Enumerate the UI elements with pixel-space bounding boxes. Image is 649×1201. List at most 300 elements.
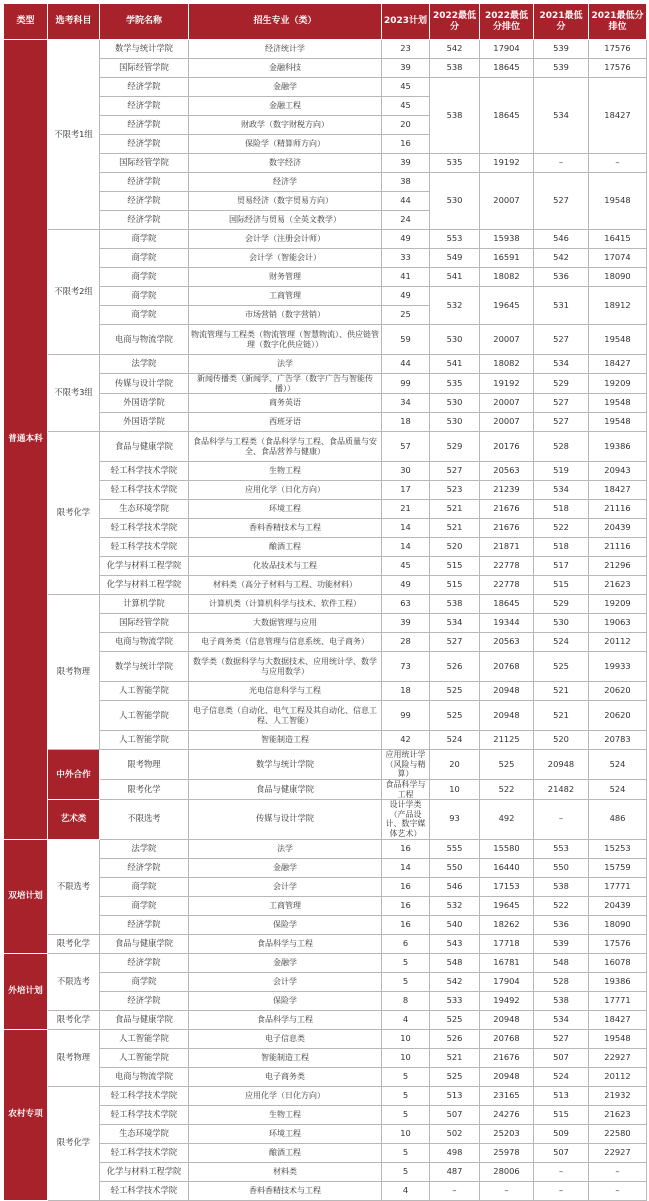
plan-cell: 59 xyxy=(382,325,430,355)
major-cell: 数学类（数据科学与大数据技术、应用统计学、数学与应用数学） xyxy=(189,652,382,682)
rank-2021-cell: 18427 xyxy=(589,481,647,500)
rank-2021-cell: 18912 xyxy=(589,287,647,325)
rank-2021-cell: 19548 xyxy=(589,394,647,413)
college-cell: 轻工科学技术学院 xyxy=(100,462,189,481)
major-cell: 智能制造工程 xyxy=(189,731,382,750)
major-cell: 财政学（数字财税方向） xyxy=(189,116,382,135)
score-2022-cell: 498 xyxy=(430,1143,480,1162)
rank-2022-cell: 20563 xyxy=(480,462,534,481)
major-cell: 电子商务类 xyxy=(189,1067,382,1086)
score-2021-cell: 527 xyxy=(534,1029,589,1048)
score-2021-cell: 538 xyxy=(534,877,589,896)
table-row xyxy=(4,576,647,595)
plan-cell: 5 xyxy=(382,1143,430,1162)
plan-cell: 10 xyxy=(382,1048,430,1067)
rank-2021-cell: 20439 xyxy=(589,519,647,538)
major-cell: 财务管理 xyxy=(189,268,382,287)
score-2021-cell: 521 xyxy=(534,701,589,731)
major-cell: 金融科技 xyxy=(189,59,382,78)
college-cell: 化学与材料工程学院 xyxy=(100,576,189,595)
college-cell: 人工智能学院 xyxy=(100,701,189,731)
rank-2022-cell: 21239 xyxy=(480,481,534,500)
college-cell: 数学与统计学院 xyxy=(100,40,189,59)
rank-2021-cell: 17771 xyxy=(589,877,647,896)
rank-2021-cell: 17576 xyxy=(589,59,647,78)
plan-cell: 4 xyxy=(382,1181,430,1200)
rank-2022-cell: 16781 xyxy=(480,953,534,972)
table-row xyxy=(4,1067,647,1086)
category-cell: 普通本科 xyxy=(4,40,48,840)
rank-2021-cell: 19548 xyxy=(589,413,647,432)
college-cell: 计算机学院 xyxy=(100,595,189,614)
table-row xyxy=(4,779,647,799)
plan-cell: 18 xyxy=(382,413,430,432)
score-2021-cell: 518 xyxy=(534,500,589,519)
college-cell: 外国语学院 xyxy=(100,394,189,413)
header-min-score-2022: 2022最低分 xyxy=(430,4,480,40)
plan-cell: 99 xyxy=(382,701,430,731)
score-2022-cell: 487 xyxy=(430,1162,480,1181)
plan-cell: 25 xyxy=(382,306,430,325)
header-min-rank-2021: 2021最低分排位 xyxy=(589,4,647,40)
score-2022-cell: 523 xyxy=(430,481,480,500)
score-2021-cell: 529 xyxy=(534,595,589,614)
plan-cell: 5 xyxy=(382,953,430,972)
score-2022-cell: 534 xyxy=(430,614,480,633)
score-2022-cell: 521 xyxy=(430,1048,480,1067)
college-cell: 经济学院 xyxy=(100,991,189,1010)
subject-group-cell: 不限选考 xyxy=(100,800,189,839)
college-cell: 商学院 xyxy=(100,972,189,991)
college-cell: 法学院 xyxy=(100,839,189,858)
score-2022-cell: 527 xyxy=(430,633,480,652)
plan-cell: 16 xyxy=(382,877,430,896)
subject-group-cell: 不限选考 xyxy=(48,953,100,1010)
rank-2022-cell: 18082 xyxy=(480,355,534,374)
college-cell: 电商与物流学院 xyxy=(100,633,189,652)
rank-2021-cell: 19209 xyxy=(589,374,647,394)
category-cell: 外培计划 xyxy=(4,953,48,1029)
table-row xyxy=(4,154,647,173)
rank-2022-cell: 20948 xyxy=(534,750,589,780)
table-row xyxy=(4,934,647,953)
score-2021-cell: 517 xyxy=(534,557,589,576)
admission-table-container xyxy=(3,3,646,1195)
major-cell: 电子信息类 xyxy=(189,1029,382,1048)
rank-2022-cell: 18645 xyxy=(480,78,534,154)
plan-cell: 17 xyxy=(382,481,430,500)
college-cell: 化学与材料工程学院 xyxy=(100,1162,189,1181)
college-cell: 生态环境学院 xyxy=(100,500,189,519)
rank-2022-cell: 25978 xyxy=(480,1143,534,1162)
score-2021-cell: 518 xyxy=(534,538,589,557)
score-2022-cell: 525 xyxy=(430,1067,480,1086)
plan-cell: 34 xyxy=(382,394,430,413)
college-cell: 商学院 xyxy=(100,268,189,287)
score-2021-cell: 531 xyxy=(534,287,589,325)
score-2021-cell: 548 xyxy=(534,953,589,972)
rank-2022-cell: 17904 xyxy=(480,972,534,991)
rank-2021-cell: 20112 xyxy=(589,1067,647,1086)
header-college: 学院名称 xyxy=(100,4,189,40)
table-row xyxy=(4,1162,647,1181)
college-cell: 食品与健康学院 xyxy=(189,779,382,799)
rank-2022-cell: 22778 xyxy=(480,557,534,576)
rank-2022-cell: 20948 xyxy=(480,1010,534,1029)
plan-cell: 42 xyxy=(382,731,430,750)
table-row xyxy=(4,839,647,858)
major-cell: 香料香精技术与工程 xyxy=(189,519,382,538)
score-2022-cell: 530 xyxy=(430,173,480,230)
major-cell: 保险学（精算师方向） xyxy=(189,135,382,154)
plan-cell: 20 xyxy=(430,750,480,780)
plan-cell: 16 xyxy=(382,915,430,934)
header-plan-2023: 2023计划 xyxy=(382,4,430,40)
major-cell: 应用统计学（风险与精算） xyxy=(382,750,430,780)
rank-2022-cell: 23165 xyxy=(480,1086,534,1105)
rank-2021-cell: 19386 xyxy=(589,432,647,462)
score-2021-cell: 534 xyxy=(534,1010,589,1029)
major-cell: 市场营销（数字营销） xyxy=(189,306,382,325)
plan-cell: 39 xyxy=(382,59,430,78)
rank-2022-cell: 22778 xyxy=(480,576,534,595)
major-cell: 设计学类（产品设计、数字媒体艺术） xyxy=(382,800,430,839)
rank-2022-cell: 15580 xyxy=(480,839,534,858)
score-2021-cell: 486 xyxy=(589,800,647,839)
plan-cell: 16 xyxy=(382,135,430,154)
major-cell: 数字经济 xyxy=(189,154,382,173)
rank-2021-cell: – xyxy=(589,154,647,173)
subject-group-cell: 不限考2组 xyxy=(48,230,100,355)
college-cell: 轻工科学技术学院 xyxy=(100,1181,189,1200)
score-2022-cell: 548 xyxy=(430,953,480,972)
admission-score-table xyxy=(3,3,647,1201)
score-2021-cell: 524 xyxy=(589,750,647,780)
rank-2021-cell: 21623 xyxy=(589,576,647,595)
table-row xyxy=(4,1048,647,1067)
score-2021-cell: 507 xyxy=(534,1048,589,1067)
major-cell: 新闻传播类（新闻学、广告学（数字广告与智能传播）） xyxy=(189,374,382,394)
table-row xyxy=(4,173,647,192)
college-cell: 经济学院 xyxy=(100,211,189,230)
table-row xyxy=(4,355,647,374)
score-2022-cell: 532 xyxy=(430,896,480,915)
table-row xyxy=(4,230,647,249)
score-2022-cell: 525 xyxy=(480,750,534,780)
table-row xyxy=(4,462,647,481)
score-2022-cell: 538 xyxy=(430,59,480,78)
score-2022-cell: 549 xyxy=(430,249,480,268)
rank-2022-cell: 19645 xyxy=(480,287,534,325)
plan-cell: 23 xyxy=(382,40,430,59)
major-cell: 经济学 xyxy=(189,173,382,192)
college-cell: 数学与统计学院 xyxy=(189,750,382,780)
score-2022-cell: – xyxy=(430,1181,480,1200)
rank-2021-cell: 21932 xyxy=(589,1086,647,1105)
rank-2022-cell: – xyxy=(480,1181,534,1200)
major-cell: 金融学 xyxy=(189,953,382,972)
major-cell: 经济统计学 xyxy=(189,40,382,59)
plan-cell: 5 xyxy=(382,1086,430,1105)
rank-2021-cell: 19386 xyxy=(589,972,647,991)
college-cell: 外国语学院 xyxy=(100,413,189,432)
subject-group-cell: 限考物理 xyxy=(100,750,189,780)
score-2022-cell: 535 xyxy=(430,374,480,394)
rank-2021-cell: 19933 xyxy=(589,652,647,682)
plan-cell: 38 xyxy=(382,173,430,192)
rank-2021-cell: 22927 xyxy=(589,1048,647,1067)
score-2022-cell: 542 xyxy=(430,40,480,59)
rank-2022-cell: 15938 xyxy=(480,230,534,249)
plan-cell: 33 xyxy=(382,249,430,268)
rank-2022-cell: 18645 xyxy=(480,59,534,78)
table-row xyxy=(4,896,647,915)
table-row xyxy=(4,614,647,633)
score-2022-cell: 540 xyxy=(430,915,480,934)
rank-2022-cell: 20948 xyxy=(480,682,534,701)
rank-2022-cell: 19645 xyxy=(480,896,534,915)
rank-2022-cell: 17153 xyxy=(480,877,534,896)
major-cell: 酿酒工程 xyxy=(189,1143,382,1162)
major-cell: 光电信息科学与工程 xyxy=(189,682,382,701)
rank-2022-cell: 20007 xyxy=(480,413,534,432)
college-cell: 经济学院 xyxy=(100,116,189,135)
rank-2021-cell: – xyxy=(589,1181,647,1200)
table-row xyxy=(4,972,647,991)
plan-cell: 14 xyxy=(382,538,430,557)
rank-2021-cell: 17576 xyxy=(589,934,647,953)
score-2022-cell: 507 xyxy=(430,1105,480,1124)
college-cell: 化学与材料工程学院 xyxy=(100,557,189,576)
score-2022-cell: 525 xyxy=(430,701,480,731)
rank-2021-cell: 19548 xyxy=(589,325,647,355)
rank-2021-cell: 20620 xyxy=(589,682,647,701)
major-cell: 应用化学（日化方向） xyxy=(189,481,382,500)
score-2021-cell: 524 xyxy=(534,633,589,652)
subject-group-cell: 限考物理 xyxy=(48,595,100,750)
score-2021-cell: 527 xyxy=(534,173,589,230)
college-cell: 国际经管学院 xyxy=(100,154,189,173)
rank-2022-cell: 25203 xyxy=(480,1124,534,1143)
college-cell: 传媒与设计学院 xyxy=(189,800,382,839)
plan-cell: 49 xyxy=(382,576,430,595)
college-cell: 商学院 xyxy=(100,877,189,896)
table-row xyxy=(4,633,647,652)
score-2021-cell: 515 xyxy=(534,576,589,595)
score-2022-cell: 525 xyxy=(430,682,480,701)
major-cell: 电子信息类（自动化、电气工程及其自动化、信息工程、人工智能） xyxy=(189,701,382,731)
table-row xyxy=(4,249,647,268)
major-cell: 商务英语 xyxy=(189,394,382,413)
plan-cell: 93 xyxy=(430,800,480,839)
rank-2022-cell: 16591 xyxy=(480,249,534,268)
major-cell: 工商管理 xyxy=(189,896,382,915)
rank-2022-cell: 20176 xyxy=(480,432,534,462)
table-row xyxy=(4,78,647,97)
major-cell: 保险学 xyxy=(189,991,382,1010)
score-2021-cell: 534 xyxy=(534,78,589,154)
college-cell: 经济学院 xyxy=(100,192,189,211)
rank-2021-cell: 20943 xyxy=(589,462,647,481)
rank-2022-cell: 21125 xyxy=(480,731,534,750)
category-cell: 农村专项 xyxy=(4,1029,48,1200)
score-2021-cell: 509 xyxy=(534,1124,589,1143)
rank-2021-cell: 21116 xyxy=(589,500,647,519)
score-2022-cell: 542 xyxy=(430,972,480,991)
rank-2021-cell: 17074 xyxy=(589,249,647,268)
plan-cell: 63 xyxy=(382,595,430,614)
plan-cell: 20 xyxy=(382,116,430,135)
score-2022-cell: 532 xyxy=(430,287,480,325)
rank-2022-cell: 21482 xyxy=(534,779,589,799)
table-row xyxy=(4,287,647,306)
major-cell: 会计学 xyxy=(189,972,382,991)
major-cell: 生物工程 xyxy=(189,1105,382,1124)
score-2022-cell: 527 xyxy=(430,462,480,481)
score-2021-cell: 536 xyxy=(534,268,589,287)
subject-group-cell: 限考化学 xyxy=(100,779,189,799)
rank-2021-cell: 20783 xyxy=(589,731,647,750)
table-row xyxy=(4,915,647,934)
table-row xyxy=(4,394,647,413)
score-2022-cell: 515 xyxy=(430,576,480,595)
table-row xyxy=(4,731,647,750)
subject-group-cell: 不限考3组 xyxy=(48,355,100,432)
college-cell: 人工智能学院 xyxy=(100,1048,189,1067)
score-2021-cell: 538 xyxy=(534,991,589,1010)
college-cell: 经济学院 xyxy=(100,915,189,934)
rank-2022-cell: 24276 xyxy=(480,1105,534,1124)
rank-2021-cell: 19063 xyxy=(589,614,647,633)
table-row xyxy=(4,595,647,614)
plan-cell: 45 xyxy=(382,78,430,97)
major-cell: 国际经济与贸易（全英文教学） xyxy=(189,211,382,230)
college-cell: 人工智能学院 xyxy=(100,731,189,750)
table-row xyxy=(4,59,647,78)
score-2022-cell: 513 xyxy=(430,1086,480,1105)
plan-cell: 8 xyxy=(382,991,430,1010)
header-min-score-2021: 2021最低分 xyxy=(534,4,589,40)
score-2021-cell: 527 xyxy=(534,413,589,432)
rank-2021-cell: 19209 xyxy=(589,595,647,614)
college-cell: 轻工科学技术学院 xyxy=(100,1086,189,1105)
college-cell: 轻工科学技术学院 xyxy=(100,538,189,557)
table-row xyxy=(4,877,647,896)
rank-2022-cell: 21676 xyxy=(480,519,534,538)
score-2022-cell: 538 xyxy=(430,595,480,614)
subject-group-cell: 限考化学 xyxy=(48,1010,100,1029)
rank-2022-cell: 21676 xyxy=(480,500,534,519)
major-cell: 大数据管理与应用 xyxy=(189,614,382,633)
score-2021-cell: 524 xyxy=(589,779,647,799)
college-cell: 轻工科学技术学院 xyxy=(100,519,189,538)
subject-group-cell: 限考物理 xyxy=(48,1029,100,1086)
plan-cell: 21 xyxy=(382,500,430,519)
rank-2022-cell: 20007 xyxy=(480,394,534,413)
table-row xyxy=(4,1010,647,1029)
score-2022-cell: 533 xyxy=(430,991,480,1010)
rank-2021-cell: 20112 xyxy=(589,633,647,652)
rank-2022-cell: 20948 xyxy=(480,701,534,731)
college-cell: 食品与健康学院 xyxy=(100,1010,189,1029)
table-row xyxy=(4,519,647,538)
table-row xyxy=(4,557,647,576)
score-2021-cell: 519 xyxy=(534,462,589,481)
college-cell: 经济学院 xyxy=(100,858,189,877)
score-2022-cell: 526 xyxy=(430,652,480,682)
score-2021-cell: 542 xyxy=(534,249,589,268)
plan-cell: 45 xyxy=(382,97,430,116)
college-cell: 传媒与设计学院 xyxy=(100,374,189,394)
table-row xyxy=(4,325,647,355)
college-cell: 国际经管学院 xyxy=(100,59,189,78)
rank-2021-cell: – xyxy=(589,1162,647,1181)
college-cell: 商学院 xyxy=(100,249,189,268)
table-row xyxy=(4,652,647,682)
college-cell: 食品与健康学院 xyxy=(100,432,189,462)
college-cell: 商学院 xyxy=(100,306,189,325)
score-2021-cell: – xyxy=(534,154,589,173)
rank-2021-cell: 20439 xyxy=(589,896,647,915)
subject-group-cell: 限考化学 xyxy=(48,934,100,953)
rank-2022-cell: 28006 xyxy=(480,1162,534,1181)
score-2021-cell: 528 xyxy=(534,432,589,462)
category-cell: 双培计划 xyxy=(4,839,48,953)
header-type: 类型 xyxy=(4,4,48,40)
table-row xyxy=(4,953,647,972)
score-2021-cell: 521 xyxy=(534,682,589,701)
rank-2021-cell: 17771 xyxy=(589,991,647,1010)
table-row xyxy=(4,538,647,557)
major-cell: 电子商务类（信息管理与信息系统、电子商务） xyxy=(189,633,382,652)
rank-2021-cell: 22580 xyxy=(589,1124,647,1143)
rank-2021-cell: 21623 xyxy=(589,1105,647,1124)
score-2021-cell: 546 xyxy=(534,230,589,249)
rank-2022-cell: 18262 xyxy=(480,915,534,934)
table-header xyxy=(4,4,647,40)
major-cell: 化妆品技术与工程 xyxy=(189,557,382,576)
header-major: 招生专业（类） xyxy=(189,4,382,40)
rank-2022-cell: – xyxy=(534,800,589,839)
plan-cell: 99 xyxy=(382,374,430,394)
category-cell: 艺术类 xyxy=(48,800,100,839)
rank-2022-cell: 20768 xyxy=(480,1029,534,1048)
score-2021-cell: 534 xyxy=(534,355,589,374)
table-row xyxy=(4,1105,647,1124)
score-2021-cell: 513 xyxy=(534,1086,589,1105)
rank-2021-cell: 19548 xyxy=(589,173,647,230)
college-cell: 轻工科学技术学院 xyxy=(100,481,189,500)
plan-cell: 39 xyxy=(382,614,430,633)
college-cell: 经济学院 xyxy=(100,173,189,192)
rank-2021-cell: 16415 xyxy=(589,230,647,249)
score-2022-cell: 546 xyxy=(430,877,480,896)
table-row xyxy=(4,413,647,432)
college-cell: 食品与健康学院 xyxy=(100,934,189,953)
score-2021-cell: – xyxy=(534,1162,589,1181)
college-cell: 经济学院 xyxy=(100,135,189,154)
table-row xyxy=(4,500,647,519)
plan-cell: 18 xyxy=(382,682,430,701)
rank-2021-cell: 19548 xyxy=(589,1029,647,1048)
plan-cell: 5 xyxy=(382,1105,430,1124)
score-2022-cell: 550 xyxy=(430,858,480,877)
score-2022-cell: 525 xyxy=(430,1010,480,1029)
score-2021-cell: 530 xyxy=(534,614,589,633)
score-2021-cell: 539 xyxy=(534,59,589,78)
plan-cell: 5 xyxy=(382,972,430,991)
major-cell: 金融学 xyxy=(189,858,382,877)
